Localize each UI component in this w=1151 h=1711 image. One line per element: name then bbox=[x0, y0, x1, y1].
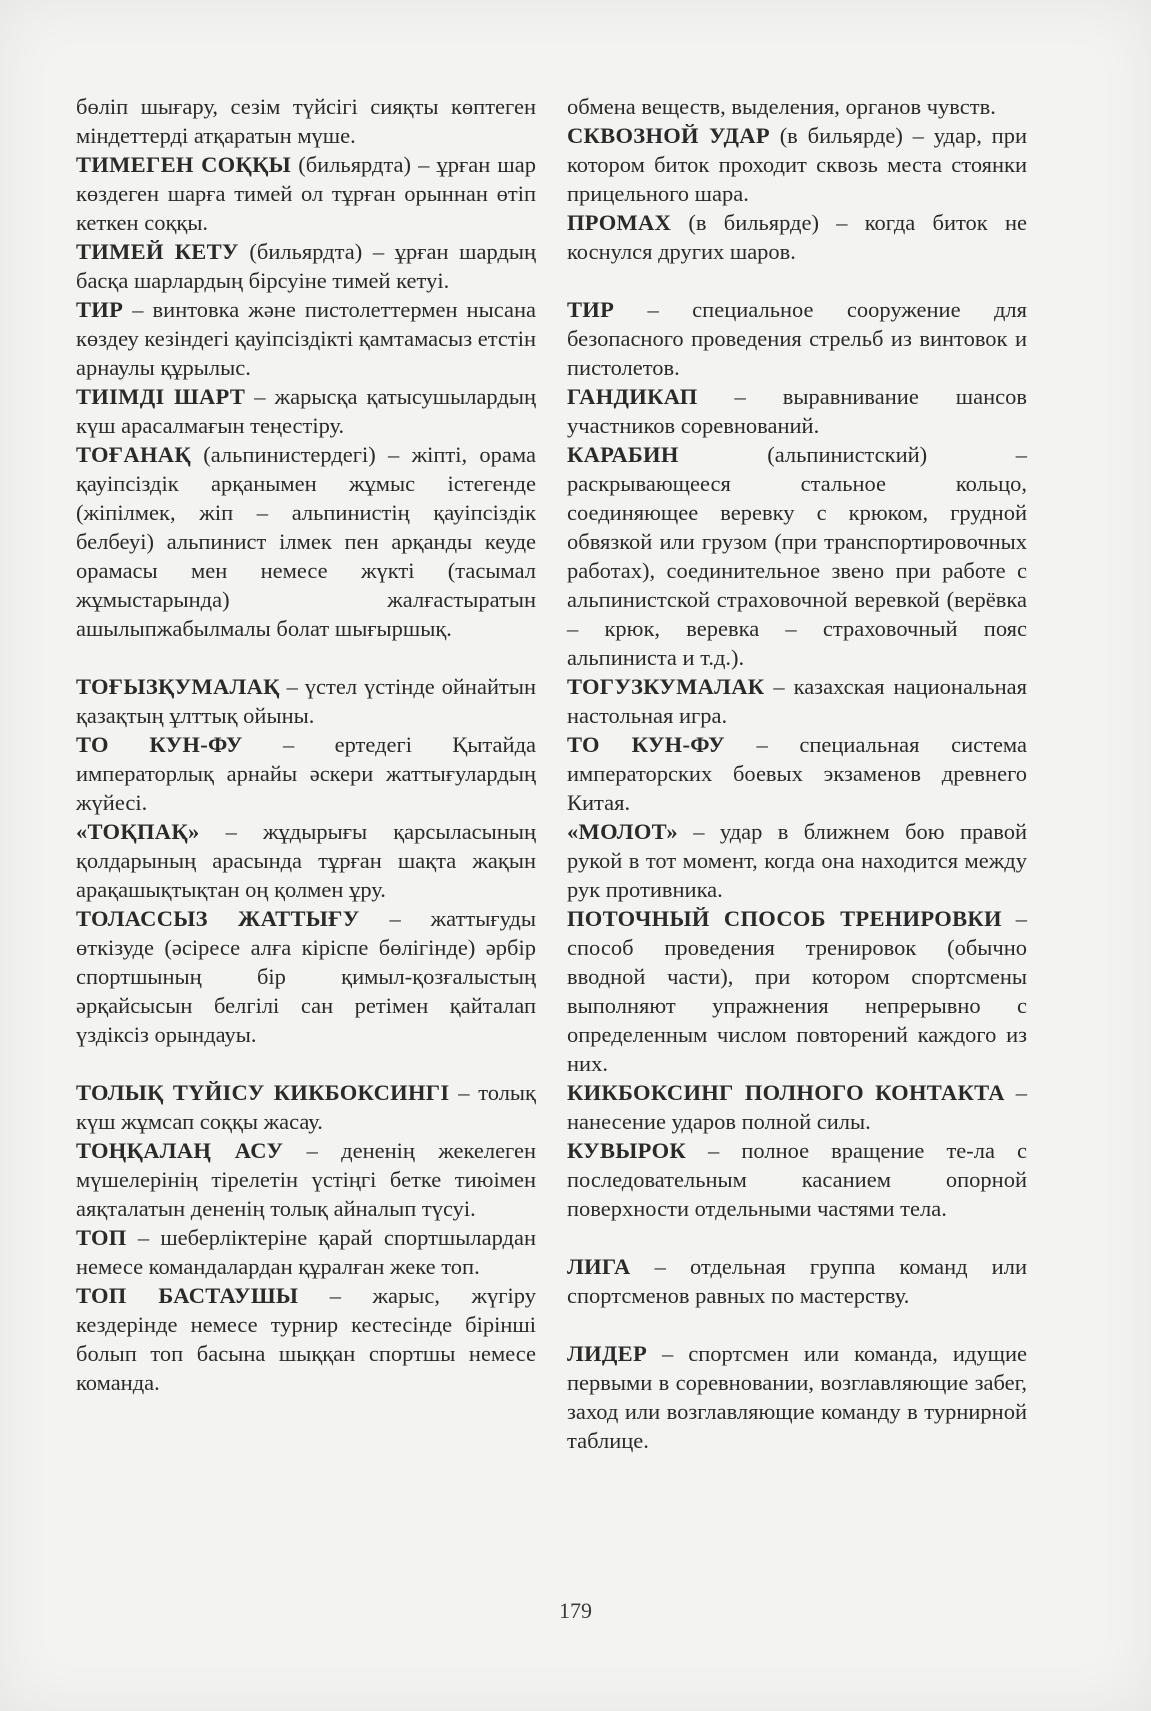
entry-term: ТО КУН-ФУ bbox=[567, 732, 725, 757]
dictionary-entry bbox=[76, 295, 536, 382]
entry-term: ТИР bbox=[567, 297, 615, 322]
dictionary-entry bbox=[567, 730, 1027, 817]
dictionary-entry bbox=[567, 1078, 1027, 1136]
dictionary-entry bbox=[567, 1136, 1027, 1223]
dictionary-entry bbox=[567, 1252, 1027, 1310]
entry-term: ЛИГА bbox=[567, 1254, 631, 1279]
entry-term: ТО КУН-ФУ bbox=[76, 732, 243, 757]
entry-definition: обмена веществ, выделения, органов чувств. bbox=[567, 94, 996, 119]
entry-definition: – специальное сооружение для безопасного проведения стрельб из винтовок и пистолетов. bbox=[567, 297, 1027, 380]
entry-definition: – специальная система императорских боевых экзаменов древнего Китая. bbox=[567, 732, 1027, 815]
entry-definition: – отдельная группа команд или спортсменов равных по мастерству. bbox=[567, 1254, 1027, 1308]
entry-term: «МОЛОТ» bbox=[567, 819, 678, 844]
entry-definition: – жаттығуды өткізуде (әсіресе алға кіріспе бөлігінде) әрбір спортшының бір қимыл-қозғалыстың әрқайсысын белгілі сан ретімен қайталап үздіксіз орындауы. bbox=[76, 906, 536, 1047]
dictionary-entry bbox=[567, 817, 1027, 904]
dictionary-entry bbox=[567, 208, 1027, 266]
dictionary-entry bbox=[76, 237, 536, 295]
entry-definition: – спортсмен или команда, идущие первыми в соревновании, возглавляющие забег, заход или возглавляющие команду в турнирной таблице. bbox=[567, 1341, 1027, 1453]
dictionary-entry bbox=[76, 92, 536, 150]
entry-term: ТОГУЗКУМАЛАК bbox=[567, 674, 765, 699]
dictionary-entry bbox=[567, 672, 1027, 730]
entry-definition: (бильярдта) – ұрған шардың басқа шарлардың бірсуіне тимей кетуі. bbox=[76, 239, 536, 293]
dictionary-entry bbox=[567, 1339, 1027, 1455]
entry-term: «ТОҚПАҚ» bbox=[76, 819, 200, 844]
entry-term: ТОҒАНАҚ bbox=[76, 442, 191, 467]
entry-term: ГАНДИКАП bbox=[567, 384, 698, 409]
entry-definition: (альпинистский) – раскрывающееся стальное кольцо, соединяющее веревку с крюком, грудной обвязкой или грузом (при транспортировочных работах), соединительное звено при работе с альпинистской страховочной веревкой (верёвка – крюк, веревка – страховочный пояс альпиниста и т.д.). bbox=[567, 442, 1027, 670]
dictionary-entry bbox=[76, 440, 536, 643]
dictionary-entry bbox=[76, 1223, 536, 1281]
dictionary-entry bbox=[76, 817, 536, 904]
entry-definition: – выравнивание шансов участников соревнований. bbox=[567, 384, 1027, 438]
entry-term: ТОЛАССЫЗ ЖАТТЫҒУ bbox=[76, 906, 360, 931]
dictionary-entry bbox=[76, 382, 536, 440]
entry-definition: (в бильярде) – когда биток не коснулся других шаров. bbox=[567, 210, 1027, 264]
dictionary-entry bbox=[567, 440, 1027, 672]
entry-term: КИКБОКСИНГ ПОЛНОГО КОНТАКТА bbox=[567, 1080, 1005, 1105]
dictionary-entry bbox=[567, 92, 1027, 121]
entry-term: ТОҢҚАЛАҢ АСУ bbox=[76, 1138, 284, 1163]
dictionary-entry bbox=[76, 730, 536, 817]
entry-term: СКВОЗНОЙ УДАР bbox=[567, 123, 770, 148]
entry-definition: – удар в ближнем бою правой рукой в тот момент, когда она находится между рук противника. bbox=[567, 819, 1027, 902]
entry-definition: – винтовка және пистолеттермен нысана көздеу кезіндегі қауіпсіздікті қамтамасыз етстін арнаулы құрылыс. bbox=[76, 297, 536, 380]
entry-definition: – способ проведения тренировок (обычно вводной части), при котором спортсмены выполняют упражнения непрерывно с определенным числом повторений каждого из них. bbox=[567, 906, 1027, 1076]
entry-definition: (в бильярде) – удар, при котором биток проходит сквозь места стоянки прицельного шара. bbox=[567, 123, 1027, 206]
entry-term: ТИМЕЙ КЕТУ bbox=[76, 239, 239, 264]
entry-term: ТОҒЫЗҚУМАЛАҚ bbox=[76, 674, 280, 699]
entry-term: ТОП БАСТАУШЫ bbox=[76, 1283, 299, 1308]
entry-definition: (бильярдта) – ұрған шар көздеген шарға тимей ол тұрған орыннан өтіп кеткен соққы. bbox=[76, 152, 536, 235]
entry-definition: бөліп шығару, сезім түйсігі сияқты көптеген міндеттерді атқаратын мүше. bbox=[76, 94, 536, 148]
dictionary-entry bbox=[76, 904, 536, 1049]
entry-term: ПОТОЧНЫЙ СПОСОБ ТРЕНИРОВКИ bbox=[567, 906, 1002, 931]
dictionary-entry bbox=[76, 1078, 536, 1136]
dictionary-entry bbox=[567, 382, 1027, 440]
entry-definition: – шеберліктеріне қарай спортшылардан немесе командалардан құралған жеке топ. bbox=[76, 1225, 536, 1279]
left-column-kazakh bbox=[76, 92, 536, 1397]
entry-term: ТОП bbox=[76, 1225, 127, 1250]
entry-definition: – толық күш жұмсап соққы жасау. bbox=[76, 1080, 536, 1134]
dictionary-entry bbox=[76, 1136, 536, 1223]
entry-term: ТИР bbox=[76, 297, 124, 322]
dictionary-entry bbox=[567, 295, 1027, 382]
entry-term: ТИІМДІ ШАРТ bbox=[76, 384, 246, 409]
entry-term: КАРАБИН bbox=[567, 442, 679, 467]
dictionary-entry bbox=[567, 121, 1027, 208]
entry-definition: – дененің жекелеген мүшелерінің тірелетін үстіңгі бетке тиюімен аяқталатын дененің толық айналып түсуі. bbox=[76, 1138, 537, 1221]
dictionary-entry bbox=[76, 672, 536, 730]
entry-definition: – ертедегі Қытайда императорлық арнайы әскери жаттығулардың жүйесі. bbox=[76, 732, 537, 815]
entry-definition: – жарысқа қатысушылардың күш арасалмағын теңестіру. bbox=[76, 384, 536, 438]
entry-definition: – нанесение ударов полной силы. bbox=[567, 1080, 1027, 1134]
entry-term: ТИМЕГЕН СОҚҚЫ bbox=[76, 152, 292, 177]
dictionary-entry bbox=[567, 904, 1027, 1078]
entry-definition: – казахская национальная настольная игра. bbox=[567, 674, 1027, 728]
entry-definition: – үстел үстінде ойнайтын қазақтың ұлттық ойыны. bbox=[76, 674, 536, 728]
dictionary-entry bbox=[76, 1281, 536, 1397]
entry-definition: – полное вращение те-ла с последовательным касанием опорной поверхности отдельными частями тела. bbox=[567, 1138, 1027, 1221]
entry-definition: – жұдырығы қарсыласының қолдарының арасында тұрған шақта жақын арақашықтықтан оң қолмен ұру. bbox=[76, 819, 536, 902]
page-number: 179 bbox=[559, 1598, 592, 1623]
entry-term: ТОЛЫҚ ТҮЙІСУ КИКБОКСИНГІ bbox=[76, 1080, 450, 1105]
entry-term: ЛИДЕР bbox=[567, 1341, 647, 1366]
entry-definition: – жарыс, жүгіру кездерінде немесе турнир кестесінде бірінші болып топ басына шыққан спортшы немесе команда. bbox=[76, 1283, 536, 1395]
entry-term: КУВЫРОК bbox=[567, 1138, 687, 1163]
dictionary-entry bbox=[76, 150, 536, 237]
entry-term: ПРОМАХ bbox=[567, 210, 672, 235]
entry-definition: (альпинистердегі) – жіпті, орама қауіпсіздік арқанымен жұмыс істегенде (жіпілмек, жіп – альпинистің қауіпсіздік белбеуі) альпинист ілмек пен арқанды кеуде орамасы мен немесе жүкті (тасымал жұмыстарында) жалғастыратын ашылыпжабылмалы болат шығыршық. bbox=[76, 442, 536, 641]
right-column-russian bbox=[567, 92, 1027, 1455]
